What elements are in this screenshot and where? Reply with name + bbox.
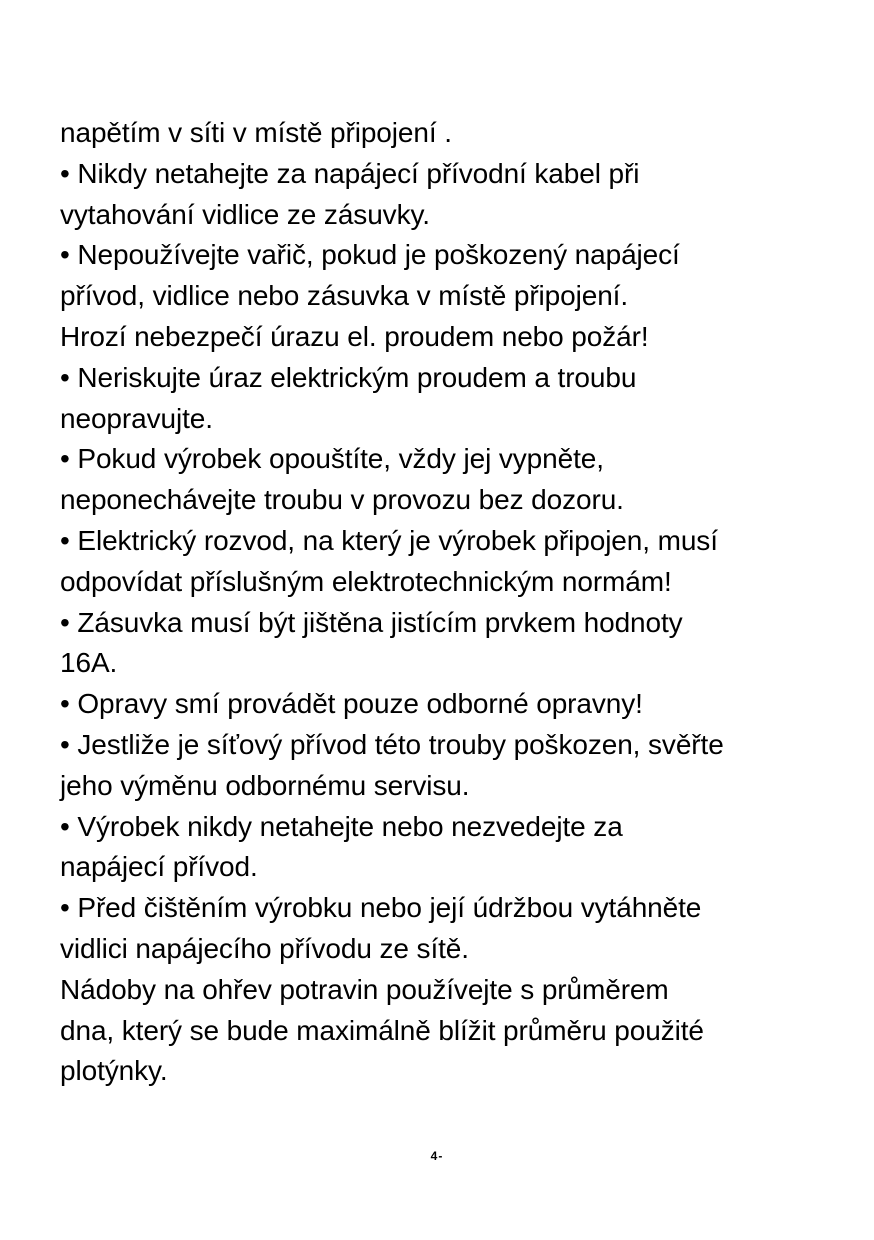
text-line: napětím v síti v místě připojení . [60,117,452,148]
text-line: plotýnky. [60,1055,168,1087]
text-line: • Nepoužívejte vařič, pokud je poškozený napájecí [60,239,680,271]
text-line: odpovídat příslušným elektrotechnickým normám! [60,565,672,597]
text-line: vidlici napájecího přívodu ze sítě. [60,932,469,964]
text-line: neponechávejte troubu v provozu bez dozoru. [60,484,624,516]
text-line: • Neriskujte úraz elektrickým proudem a troubu [60,361,637,393]
text-line: dna, který se bude maximálně blížit průměru použité [60,1014,704,1046]
page-number: 4- [430,1149,444,1163]
document-body [60,113,850,1092]
text-line: • Opravy smí provádět pouze odborné opravny! [60,688,643,720]
text-line: • Elektrický rozvod, na který je výrobek připojen, musí [60,524,718,556]
text-line: 16A. [60,647,118,679]
text-line: Hrozí nebezpečí úrazu el. proudem nebo požár! [60,320,649,352]
text-line: • Výrobek nikdy netahejte nebo nezvedejte za [60,810,623,842]
text-line: přívod, vidlice nebo zásuvka v místě připojení. [60,280,629,312]
text-line: • Před čištěním výrobku nebo její údržbou vytáhněte [60,892,702,924]
text-line: napájecí přívod. [60,851,258,883]
text-line: • Jestliže je síťový přívod této trouby poškozen, svěřte [60,728,724,760]
text-line: Nádoby na ohřev potravin používejte s průměrem [60,973,669,1005]
text-line: neopravujte. [60,402,213,434]
text-line: • Nikdy netahejte za napájecí přívodní kabel při [60,157,640,189]
text-line: • Zásuvka musí být jištěna jistícím prvkem hodnoty [60,606,683,638]
text-line: vytahování vidlice ze zásuvky. [60,198,430,230]
text-line: • Pokud výrobek opouštíte, vždy jej vypněte, [60,443,604,475]
text-line: jeho výměnu odbornému servisu. [60,769,470,801]
